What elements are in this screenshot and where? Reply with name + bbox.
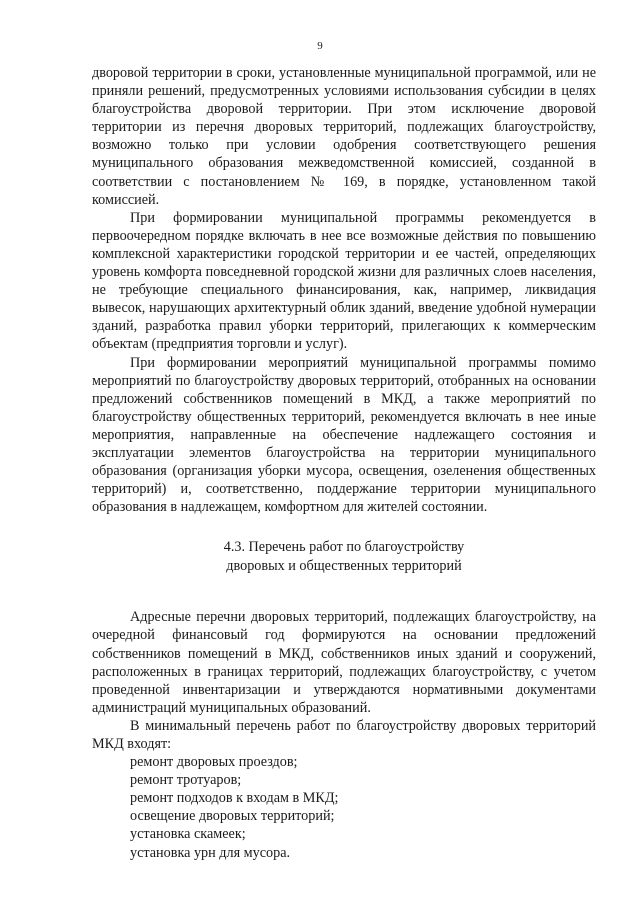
paragraph-minimal-list-intro: В минимальный перечень работ по благоустройству дворовых территорий МКД входят: xyxy=(92,717,596,752)
list-item: ремонт дворовых проездов; xyxy=(130,754,298,771)
paragraph-program-measures: При формировании мероприятий муниципальной программы помимо мероприятий по благоустройству дворовых территорий, отобранных на основании предложений собственников помещений в МКД, а также мероприятий по благоустройству общественных территорий, рекомендуется включать в нее иные мероприятия, направленные на обеспечение надлежащего состояния и эксплуатации элементов благоустройства на территории муниципального образования (организация уборки мусора, освещения, озеленения общественных территорий) и, соответственно, поддержание территории муниципального образования в надлежащем, комфортном для жителей состоянии. xyxy=(92,354,596,516)
list-item: установка урн для мусора. xyxy=(130,844,291,861)
work-list xyxy=(92,753,596,862)
paragraph-program-formation: При формировании муниципальной программы рекомендуется в первоочередном порядке включать в нее все возможные действия по повышению комплексной характеристики городской территории и ее частей, определяющих уровень комфорта повседневной городской жизни для различных слоев населения, не требующие специального финансирования, как, например, ликвидация вывесок, нарушающих архитектурный облик зданий, введение удобной нумерации зданий, разработка правил уборки территорий, прилегающих к коммерческим объектам (предприятия торговли и услуг). xyxy=(92,209,596,353)
paragraph-address-lists: Адресные перечни дворовых территорий, подлежащих благоустройству, на очередной финансовый год формируются на основании предложений собственников помещений в МКД, собственников иных зданий и сооружений, расположенных в границах территорий, подлежащих благоустройству, с учетом проведенной инвентаризации и утверждаются нормативными документами администраций муниципальных образований. xyxy=(92,609,596,716)
section-heading-line-1: 4.3. Перечень работ по благоустройству xyxy=(223,539,465,556)
list-item: ремонт подходов к входам в МКД; xyxy=(130,790,339,807)
page-number: 9 xyxy=(317,40,323,52)
section-heading-line-2: дворовых и общественных территорий xyxy=(226,557,462,574)
list-item: установка скамеек; xyxy=(130,826,246,843)
list-item: освещение дворовых территорий; xyxy=(130,808,335,825)
paragraph-continuation: дворовой территории в сроки, установленные муниципальной программой, или не приняли решений, предусмотренных условиями использования субсидии в целях благоустройства дворовой территории. При этом исключение дворовой территории из перечня дворовых территорий, подлежащих благоустройству, возможно только при условии одобрения соответствующего решения муниципального образования межведомственной комиссией, созданной в соответствии с постановлением № 169, в порядке, установленном такой комиссией. xyxy=(92,65,596,208)
list-item: ремонт тротуаров; xyxy=(130,772,242,789)
document-body xyxy=(92,64,596,862)
section-heading xyxy=(92,538,596,575)
